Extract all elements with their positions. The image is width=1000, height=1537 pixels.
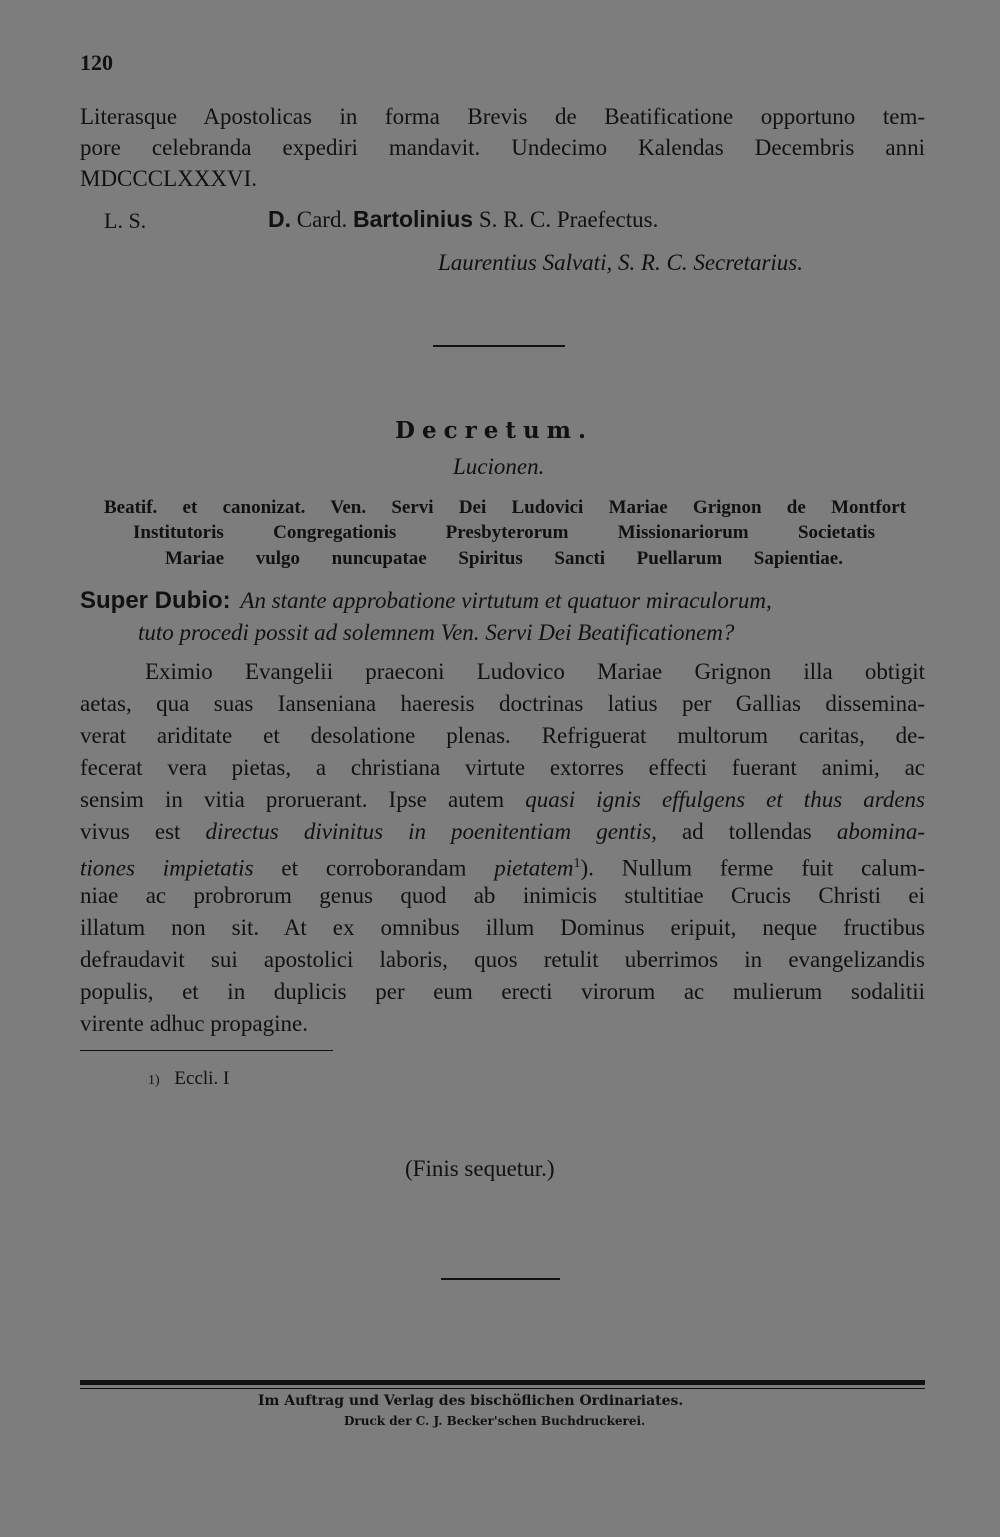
prefect-signature bbox=[268, 206, 658, 233]
body-line-5 bbox=[80, 784, 925, 815]
body-line-7-c: pietatem bbox=[494, 855, 574, 881]
imprint-line-2: Druck der C. J. Becker'schen Buchdruckerei. bbox=[344, 1414, 646, 1428]
intro-line-2: pore celebranda expediri mandavit. Undecimo Kalendas Decembris anni bbox=[80, 135, 925, 160]
body-line-2: aetas, qua suas Ianseniana haeresis doctrinas latius per Gallias dissemina- bbox=[80, 691, 925, 716]
body-line-5-italic: quasi ignis effulgens et thus ardens bbox=[525, 787, 925, 812]
body-line-11: populis, et in duplicis per eum erecti virorum ac mulierum sodalitii bbox=[80, 979, 925, 1004]
prefect-office: S. R. C. Praefectus. bbox=[478, 207, 659, 232]
body-line-7-a: tiones impietatis bbox=[80, 855, 254, 881]
seal-mark: L. S. bbox=[104, 208, 147, 233]
end-divider bbox=[441, 1278, 560, 1280]
body-line-5-roman: sensim in vitia proruerant. Ipse autem bbox=[80, 787, 505, 812]
body-line-7-b: et corroborandam bbox=[281, 855, 467, 881]
footnote-mark: 1) bbox=[148, 1073, 160, 1088]
dubium-question-1: An stante approbatione virtutum et quatuor miraculorum, bbox=[240, 588, 772, 613]
decree-heading: Decretum. bbox=[395, 417, 594, 444]
body-line-6 bbox=[80, 816, 925, 847]
subject-line-2: Institutoris Congregationis Presbyterorum Missionariorum Societatis bbox=[133, 522, 875, 543]
section-divider bbox=[433, 345, 565, 347]
body-line-7-e: ). Nullum ferme fuit calum- bbox=[580, 855, 926, 881]
dubium-line-1 bbox=[80, 587, 772, 615]
body-line-12: virente adhuc propagine. bbox=[80, 1011, 308, 1036]
body-line-7 bbox=[80, 848, 925, 884]
body-line-4: fecerat vera pietas, a christiana virtute extorres effecti fuerant animi, ac bbox=[80, 755, 925, 780]
subject-line-3: Mariae vulgo nuncupatae Spiritus Sancti Puellarum Sapientiae. bbox=[165, 548, 843, 569]
body-line-6-d: abomina- bbox=[836, 819, 925, 844]
decree-place: Lucionen. bbox=[453, 454, 545, 479]
imprint-rule-thin bbox=[80, 1388, 925, 1389]
subject-line-1: Beatif. et canonizat. Ven. Servi Dei Ludovici Mariae Grignon de Montfort bbox=[104, 497, 906, 518]
body-line-9: illatum non sit. At ex omnibus illum Dominus eripuit, neque fructibus bbox=[80, 915, 925, 940]
body-line-8: niae ac probrorum genus quod ab inimicis stultitiae Crucis Christi ei bbox=[80, 883, 925, 908]
intro-line-1: Literasque Apostolicas in forma Brevis de Beatificatione opportuno tem- bbox=[80, 104, 925, 129]
body-line-6-b: directus divinitus in poenitentiam gentis, bbox=[205, 819, 657, 844]
footnote-reference: 1 bbox=[573, 856, 581, 871]
prefect-name: Bartolinius bbox=[352, 206, 474, 232]
dubium-question-2: tuto procedi possit ad solemnem Ven. Servi Dei Beatificationem? bbox=[138, 620, 735, 645]
imprint-rule-thick bbox=[80, 1380, 925, 1385]
intro-line-3: MDCCCLXXXVI. bbox=[80, 166, 257, 191]
body-line-6-c: ad tollendas bbox=[681, 819, 812, 844]
finis-note: (Finis sequetur.) bbox=[405, 1156, 555, 1181]
footnote-text: Eccli. I bbox=[174, 1068, 230, 1089]
footnote-divider bbox=[80, 1050, 333, 1051]
secretary-signature: Laurentius Salvati, S. R. C. Secretarius. bbox=[438, 250, 804, 275]
body-line-6-a: vivus est bbox=[80, 819, 181, 844]
body-line-1: Eximio Evangelii praeconi Ludovico Mariae Grignon illa obtigit bbox=[145, 659, 925, 684]
page-number: 120 bbox=[80, 50, 113, 75]
footnote bbox=[148, 1068, 229, 1090]
prefect-initial: D. bbox=[268, 206, 291, 232]
imprint-line-1: Im Auftrag und Verlag des bischöflichen Ordinariates. bbox=[258, 1393, 684, 1409]
body-line-3: verat ariditate et desolatione plenas. Refriguerat multorum caritas, de- bbox=[80, 723, 925, 748]
body-line-10: defraudavit sui apostolici laboris, quos retulit uberrimos in evangelizandis bbox=[80, 947, 925, 972]
dubium-label: Super Dubio: bbox=[80, 587, 231, 614]
prefect-title: Card. bbox=[296, 207, 348, 232]
